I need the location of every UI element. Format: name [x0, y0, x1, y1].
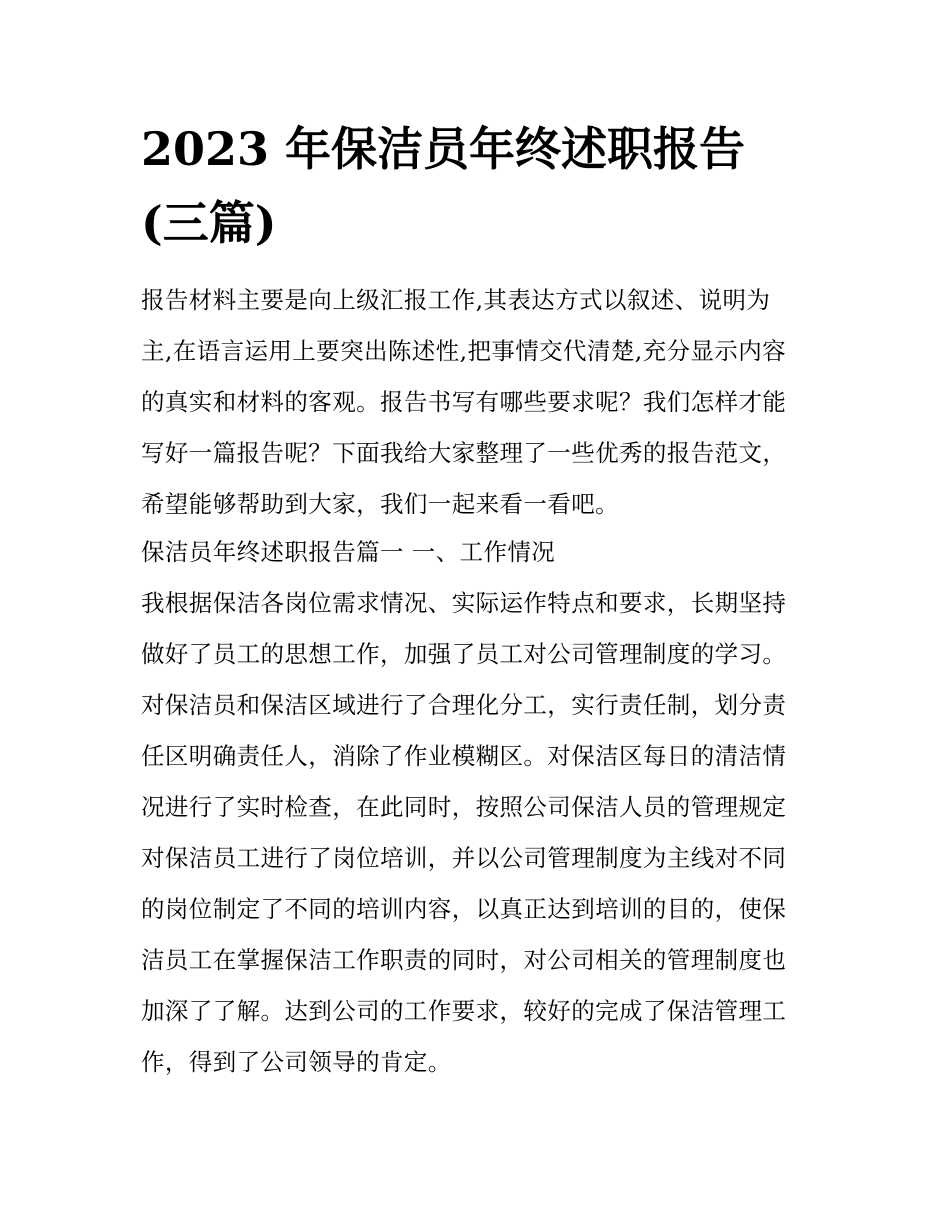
- section-line: 对保洁员和保洁区域进行了合理化分工，实行责任制，划分责: [141, 691, 787, 719]
- title-line-1: 2023 年保洁员年终述职报告: [141, 122, 746, 176]
- intro-line: 写好一篇报告呢？下面我给大家整理了一些优秀的报告范文，: [141, 439, 787, 467]
- section-heading: 保洁员年终述职报告篇一 一、工作情况: [141, 538, 556, 566]
- section-line: 作，得到了公司领导的肯定。: [141, 1048, 452, 1076]
- section-line: 洁员工在掌握保洁工作职责的同时，对公司相关的管理制度也: [141, 946, 787, 974]
- section-line: 我根据保洁各岗位需求情况、实际运作特点和要求，长期坚持: [141, 589, 787, 617]
- intro-line: 报告材料主要是向上级汇报工作,其表达方式以叙述、说明为: [141, 286, 771, 314]
- section-line: 的岗位制定了不同的培训内容，以真正达到培训的目的，使保: [141, 895, 787, 923]
- section-line: 加深了了解。达到公司的工作要求，较好的完成了保洁管理工: [141, 997, 787, 1025]
- section-line: 做好了员工的思想工作，加强了员工对公司管理制度的学习。: [141, 640, 787, 668]
- intro-line: 希望能够帮助到大家，我们一起来看一看吧。: [141, 490, 619, 518]
- section-line: 对保洁员工进行了岗位培训，并以公司管理制度为主线对不同: [141, 844, 787, 872]
- document-title: [141, 112, 821, 260]
- section-line: 任区明确责任人，消除了作业模糊区。对保洁区每日的清洁情: [141, 742, 787, 770]
- title-line-2: (三篇): [141, 196, 277, 250]
- intro-line: 主,在语言运用上要突出陈述性,把事情交代清楚,充分显示内容: [141, 337, 787, 365]
- section-line: 况进行了实时检查，在此同时，按照公司保洁人员的管理规定: [141, 793, 787, 821]
- intro-line: 的真实和材料的客观。报告书写有哪些要求呢？我们怎样才能: [141, 388, 787, 416]
